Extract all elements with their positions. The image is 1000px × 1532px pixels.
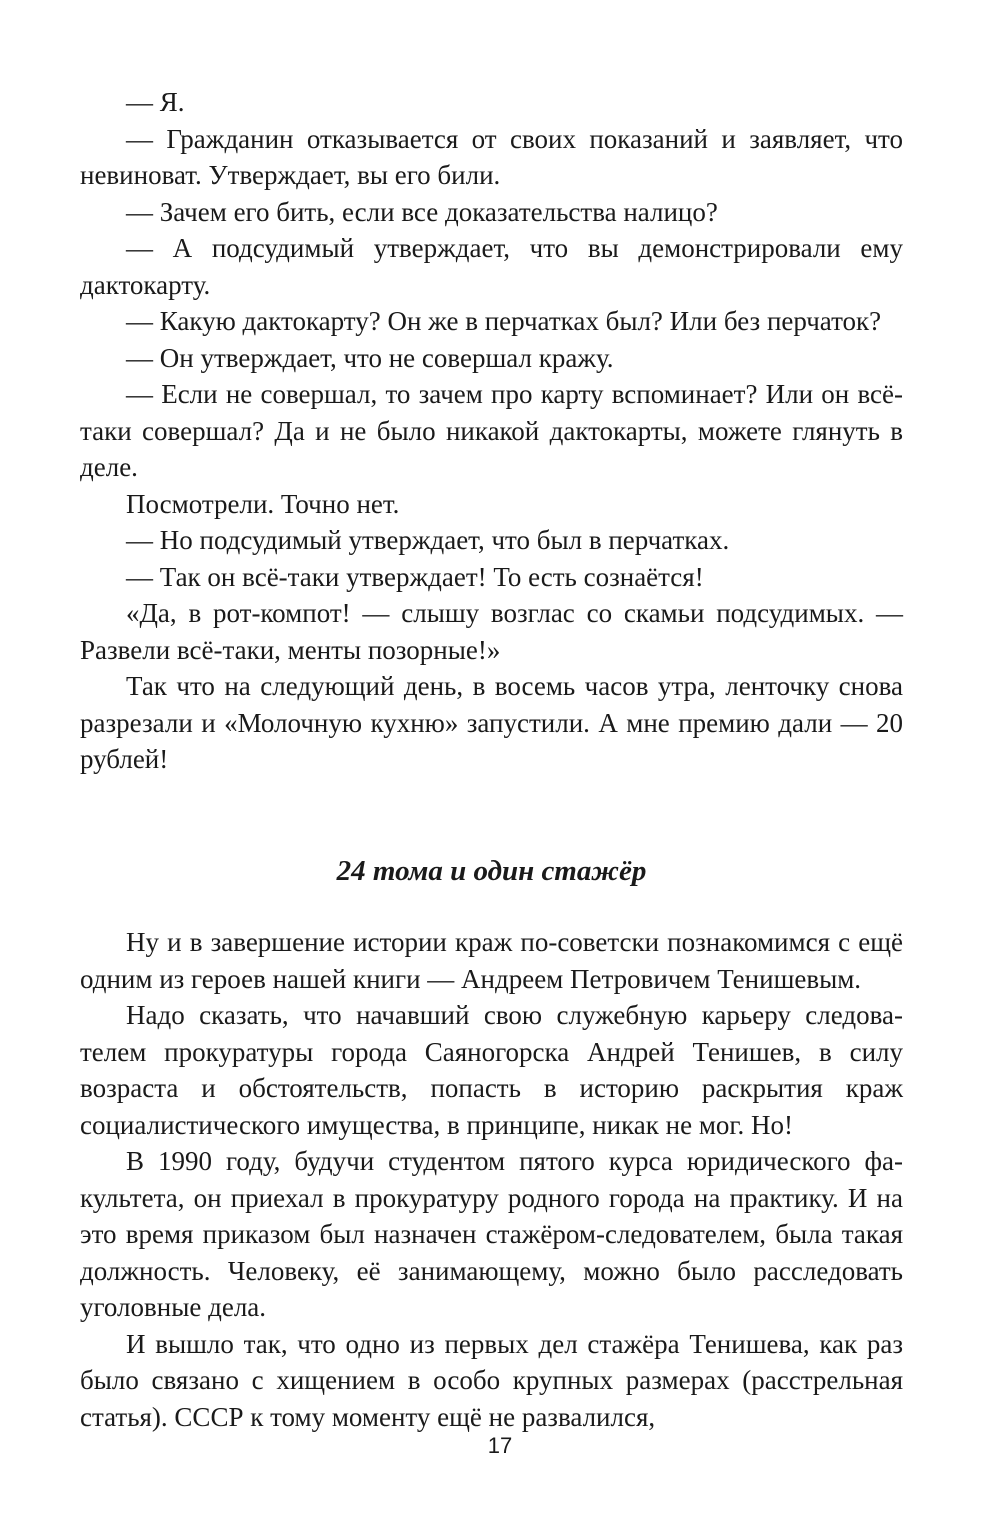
dialogue-line: — Гражданин отказывается от своих показаний и заявляет, что невиноват. Утверждает, вы его били.	[80, 123, 903, 190]
dialogue-line: — Но подсудимый утверждает, что был в перчатках.	[126, 525, 730, 555]
section-paragraph: В 1990 году, будучи студентом пятого курса юридического факультета, он приехал в прокуратуру родного города на практику. И на это время приказом был назначен стажёром-следователем, была такая должность. Человеку, её занимающему, можно было расследовать уголовные дела.	[80, 1146, 903, 1322]
dialogue-line: — Какую дактокарту? Он же в перчатках был? Или без перчаток?	[126, 306, 882, 336]
dialogue-line: Посмотрели. Точно нет.	[126, 488, 400, 519]
dialogue-line: — Если не совершал, то зачем про карту вспоминает? Или он всё-таки совершал? Да и не было никакой дактокарты, можете глянуть в деле.	[80, 379, 903, 482]
dialogue-line: — А подсудимый утверждает, что вы демонстрировали ему дактокарту.	[80, 233, 903, 300]
section-paragraph: И вышло так, что одно из первых дел стажёра Тенишева, как раз было связано с хищением в особо крупных размерах (расстрельная статья). СССР к тому моменту ещё не развалился,	[80, 1328, 903, 1432]
section-body	[80, 924, 903, 1435]
section-paragraph: Ну и в завершение истории краж по-советски познакомимся с ещё одним из героев нашей книги — Андреем Петровичем Тенишевым.	[80, 927, 903, 994]
page-number: 17	[487, 1433, 513, 1458]
dialogue-line: Так что на следующий день, в восемь часов утра, ленточку снова разрезали и «Молочную кухню» запустили. А мне премию дали — 20 рублей!	[80, 671, 903, 774]
dialogue-line: «Да, в рот-компот! — слышу возглас со скамьи подсудимых. — Развели всё-таки, менты позорные!»	[80, 598, 903, 665]
dialogue-line: — Я.	[126, 87, 185, 117]
section-heading: 24 тома и один стажёр	[336, 855, 647, 887]
dialogue-line: — Он утверждает, что не совершал кражу.	[126, 342, 614, 373]
dialogue-line: — Зачем его бить, если все доказательства налицо?	[126, 196, 718, 227]
dialogue-block	[80, 84, 903, 778]
dialogue-line: — Так он всё-таки утверждает! То есть сознаётся!	[126, 561, 704, 592]
section-paragraph: Надо сказать, что начавший свою служебную карьеру следователем прокуратуры города Саяногорска Андрей Тенишев, в силу возраста и обстоятельств, попасть в историю раскрытия краж социалистического имущества, в принципе, никак не мог. Но!	[80, 1000, 903, 1140]
